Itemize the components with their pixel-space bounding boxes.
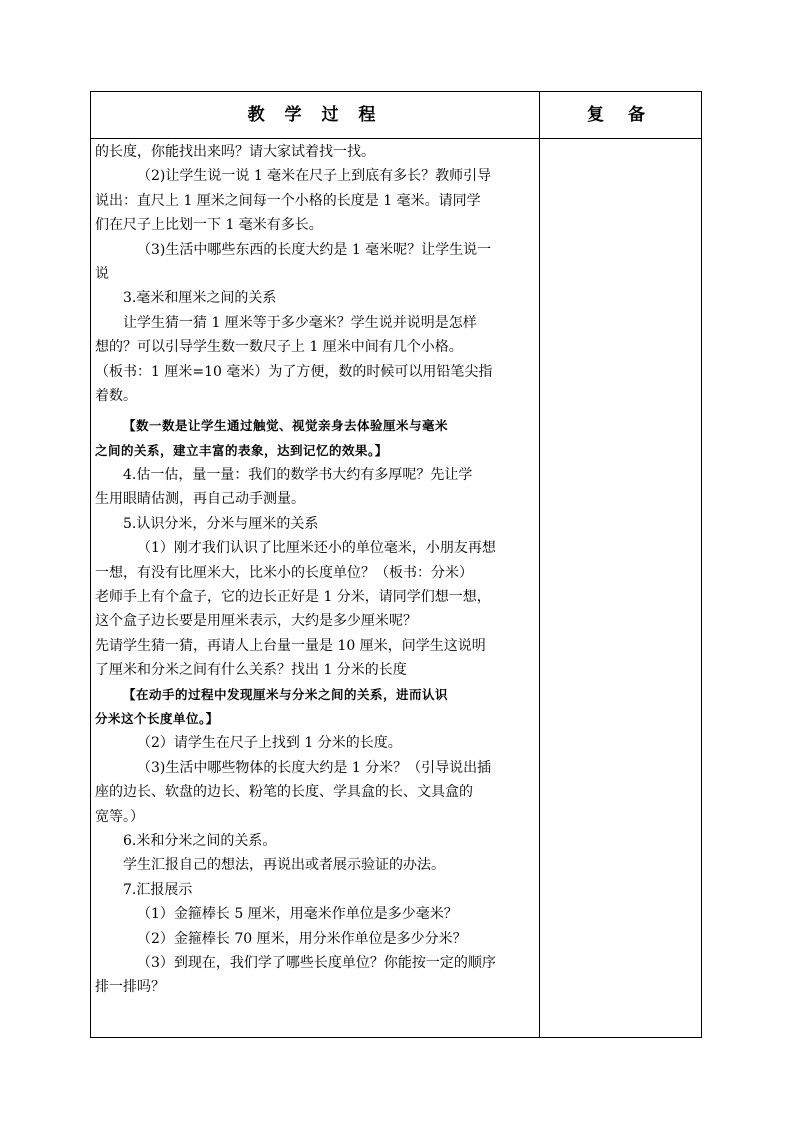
text-line: （1）刚才我们认识了比厘米还小的单位毫米，小朋友再想: [137, 540, 496, 557]
text-line: 生用眼睛估测，再自己动手测量。: [95, 491, 305, 508]
review-header: 复 备: [587, 105, 654, 125]
text-line: 着数。: [95, 387, 137, 404]
text-line: 想的？可以引导学生数一数尺子上 1 厘米中间有几个小格。: [95, 339, 463, 356]
teaching-note-line: 【数一数是让学生通过触觉、视觉亲身去体验厘米与毫米: [123, 418, 449, 434]
text-line: 学生汇报自己的想法，再说出或者展示验证的办法。: [123, 857, 445, 874]
teaching-process-header: 教 学 过 程: [247, 105, 383, 125]
text-line: 7.汇报展示: [123, 881, 193, 898]
teaching-note-line: 【在动手的过程中发现厘米与分米之间的关系，进而认识: [123, 686, 449, 702]
text-line: 先请学生猜一猜，再请人上台量一量是 10 厘米，问学生这说明: [95, 637, 486, 654]
teaching-note-line: 分米这个长度单位。】: [95, 710, 219, 726]
text-line: 5.认识分米，分米与厘米的关系: [123, 515, 319, 532]
text-line: （板书：1 厘米=10 毫米）为了方便，数的时候可以用铅笔尖指: [95, 363, 493, 380]
text-line: 6.米和分米之间的关系。: [123, 832, 277, 849]
text-line: 座的边长、软盘的边长、粉笔的长度、学具盒的长、文具盒的: [95, 784, 473, 801]
text-line: 的长度，你能找出来吗？请大家试着找一找。: [95, 144, 375, 160]
teaching-process-content: [95, 140, 535, 1000]
text-line: 这个盒子边长要是用厘米表示，大约是多少厘米呢？: [95, 613, 417, 630]
text-line: 老师手上有个盒子，它的边长正好是 1 分米，请同学们想一想，: [95, 589, 491, 606]
text-line: 了厘米和分米之间有什么关系？找出 1 分米的长度: [95, 662, 407, 679]
text-line: 4.估一估，量一量：我们的数学书大约有多厚呢？先让学: [123, 467, 473, 484]
lesson-table: [90, 91, 702, 1038]
text-line: （1）金箍棒长 5 厘米，用毫米作单位是多少毫米？: [137, 906, 458, 923]
text-line: 们在尺子上比划一下 1 毫米有多长。: [95, 217, 323, 234]
text-line: （2)让学生说一说 1 毫米在尺子上到底有多长？教师引导: [137, 168, 492, 185]
text-line: （2）请学生在尺子上找到 1 分米的长度。: [137, 735, 402, 752]
text-line: （3)生活中哪些东西的长度大约是 1 毫米呢？让学生说一: [137, 241, 492, 258]
text-line: 3.毫米和厘米之间的关系: [123, 290, 277, 307]
text-line: 说出：直尺上 1 厘米之间每一个小格的长度是 1 毫米。请同学: [95, 192, 481, 209]
text-line: （2）金箍棒长 70 厘米，用分米作单位是多少分米？: [137, 930, 467, 947]
teaching-note-line: 之间的关系，建立丰富的表象，达到记忆的效果。】: [95, 442, 388, 458]
text-line: 排一排吗？: [95, 979, 165, 996]
text-line: 一想，有没有比厘米大，比米小的长度单位？（板书：分米）: [95, 564, 473, 581]
text-line: （3)生活中哪些物体的长度大约是 1 分米？（引导说出插: [137, 759, 492, 776]
text-line: （3）到现在，我们学了哪些长度单位？你能按一定的顺序: [137, 954, 496, 971]
text-line: 说: [95, 265, 109, 282]
column-divider: [539, 92, 540, 1037]
text-line: 宽等。）: [95, 808, 144, 825]
header-divider: [91, 138, 701, 139]
text-line: 让学生猜一猜 1 厘米等于多少毫米？学生说并说明是怎样: [123, 314, 477, 331]
